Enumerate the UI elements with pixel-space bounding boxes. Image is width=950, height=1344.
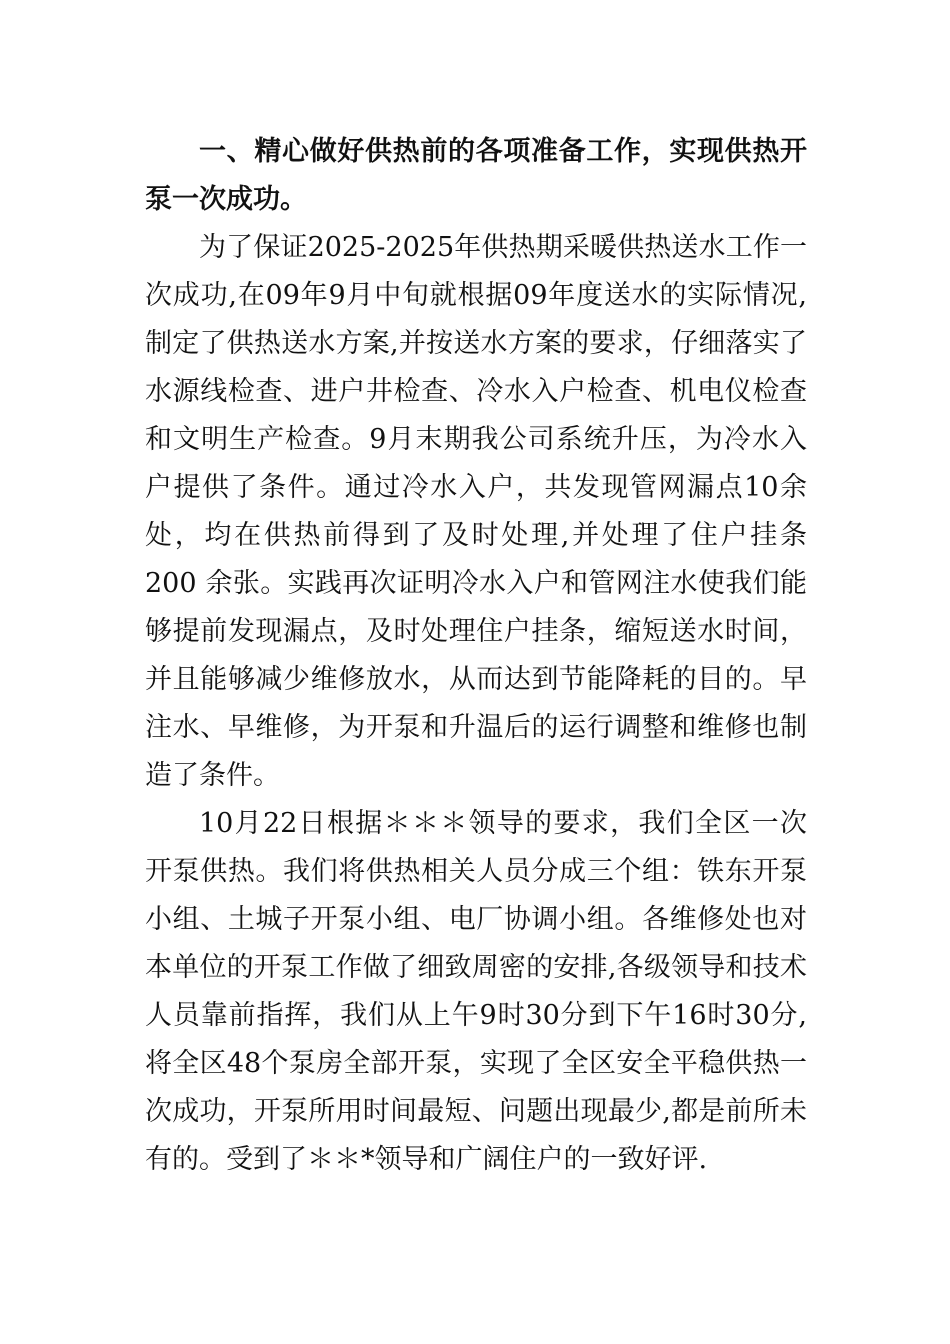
paragraph-pump-start: 10月22日根据＊＊＊领导的要求，我们全区一次开泵供热。我们将供热相关人员分成三个组：铁东开泵小组、土城子开泵小组、电厂协调小组。各维修处也对本单位的开泵工作做了细致周密的安排,各级领导和技术人员靠前指挥，我们从上午9时30分到下午16时30分,将全区48个泵房全部开泵，实现了全区安全平稳供热一次成功，开泵所用时间最短、问题出现最少,都是前所未有的。受到了＊＊*领导和广阔住户的一致好评.: [145, 808, 807, 1175]
paragraph-preparation: 为了保证2025-2025年供热期采暖供热送水工作一次成功,在09年9月中旬就根据09年度送水的实际情况,制定了供热送水方案,并按送水方案的要求，仔细落实了水源线检查、进户井检查、冷水入户检查、机电仪检查和文明生产检查。9月末期我公司系统升压，为冷水入户提供了条件。通过冷水入户，共发现管网漏点10余处，均在供热前得到了及时处理,并处理了住户挂条 200 余张。实践再次证明冷水入户和管网注水使我们能够提前发现漏点，及时处理住户挂条，缩短送水时间，并且能够减少维修放水，从而达到节能降耗的目的。早注水、早维修，为开泵和升温后的运行调整和维修也制造了条件。: [145, 232, 807, 791]
section-heading: 一、精心做好供热前的各项准备工作，实现供热开泵一次成功。: [145, 136, 807, 215]
document-body: [145, 128, 807, 1184]
